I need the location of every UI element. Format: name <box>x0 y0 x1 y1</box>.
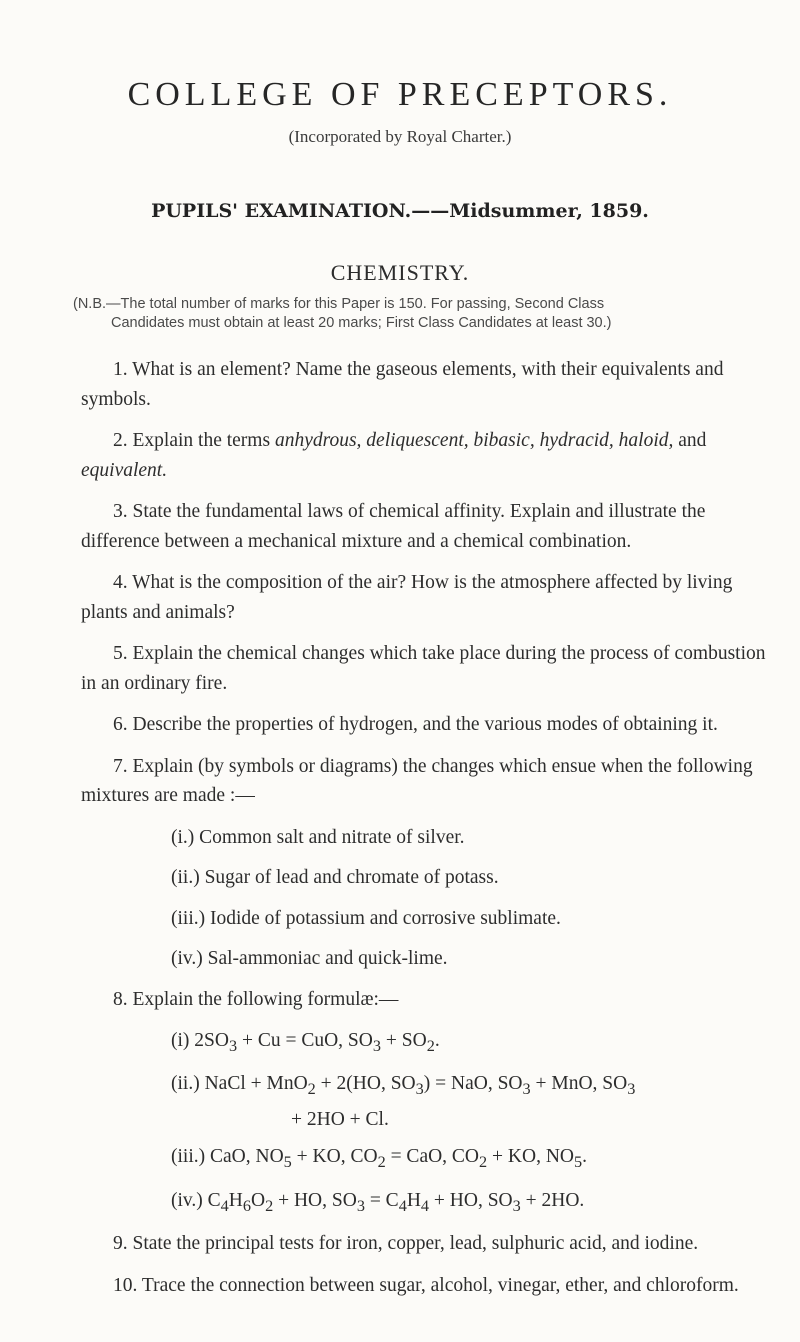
question-3: 3. State the fundamental laws of chemical affinity. Explain and illustrate the difference between a mechanical mixture and a chemical combination. <box>81 501 706 552</box>
exam-heading: PUPILS' EXAMINATION.——Midsummer, 1859. <box>151 200 649 222</box>
subject-heading: CHEMISTRY. <box>330 260 470 285</box>
question-4: 4. What is the composition of the air? How is the atmosphere affected by living plants and animals? <box>81 572 733 623</box>
marks-note <box>73 295 783 333</box>
question-1: 1. What is an element? Name the gaseous elements, with their equivalents and symbols. <box>81 359 724 410</box>
question-10: 10. Trace the connection between sugar, alcohol, vinegar, ether, and chloroform. <box>113 1274 739 1296</box>
question-6: 6. Describe the properties of hydrogen, and the various modes of obtaining it. <box>113 714 718 735</box>
question-2-prefix: 2. Explain the terms <box>113 430 275 451</box>
question-7-part-ii: (ii.) Sugar of lead and chromate of potass. <box>171 867 499 888</box>
question-2-and: and <box>673 430 707 451</box>
question-2-terms: anhydrous, deliquescent, bibasic, hydracid, haloid, <box>274 430 674 451</box>
formula-3: (iii.) CaO, $NO_5$ + KO, $CO_2$ = CaO, $CO_2$ + KO, $NO_5$. <box>171 1146 587 1172</box>
marks-note-line-1: (N.B.—The total number of marks for this Paper is 150. For passing, Second Class <box>73 296 605 312</box>
formula-2: (ii.) NaCl + MnO$_2$ + 2(HO, $SO_3$) = NaO, $SO_3$ + MnO, $SO_3$ + 2HO + Cl. <box>171 1073 636 1130</box>
charter-subtitle: (Incorporated by Royal Charter.) <box>288 127 512 146</box>
question-7-part-iii: (iii.) Iodide of potassium and corrosive sublimate. <box>171 907 561 929</box>
question-8: 8. Explain the following formulæ:— <box>113 988 399 1010</box>
marks-note-line-2: Candidates must obtain at least 20 marks; First Class Candidates at least 30.) <box>111 315 612 331</box>
question-5: 5. Explain the chemical changes which take place during the process of combustion in an ordinary fire. <box>81 643 766 694</box>
questions-body <box>81 355 776 1312</box>
question-7-part-i: (i.) Common salt and nitrate of silver. <box>171 826 465 848</box>
formula-4: (iv.) $C_4H_6O_2$ + HO, $SO_3 = C_4H_4$ + HO, $SO_3 + 2HO$. <box>171 1189 585 1215</box>
formula-1: (i) $2SO_3 + Cu$ = CuO, $SO_3 + SO_2$. <box>171 1030 440 1055</box>
formula-1-label: (i) <box>171 1030 190 1051</box>
question-2 <box>81 426 776 485</box>
formula-2-label: (ii.) <box>171 1073 200 1095</box>
formula-3-label: (iii.) <box>171 1146 206 1168</box>
formula-4-label: (iv.) <box>171 1189 203 1211</box>
page-title: COLLEGE OF PRECEPTORS. <box>127 76 673 113</box>
question-7-part-iv: (iv.) Sal-ammoniac and quick-lime. <box>171 948 448 969</box>
question-7: 7. Explain (by symbols or diagrams) the changes which ensue when the following mixtures are made :— <box>81 755 753 806</box>
question-2-last-term: equivalent. <box>81 459 168 481</box>
question-9: 9. State the principal tests for iron, copper, lead, sulphuric acid, and iodine. <box>113 1233 699 1255</box>
